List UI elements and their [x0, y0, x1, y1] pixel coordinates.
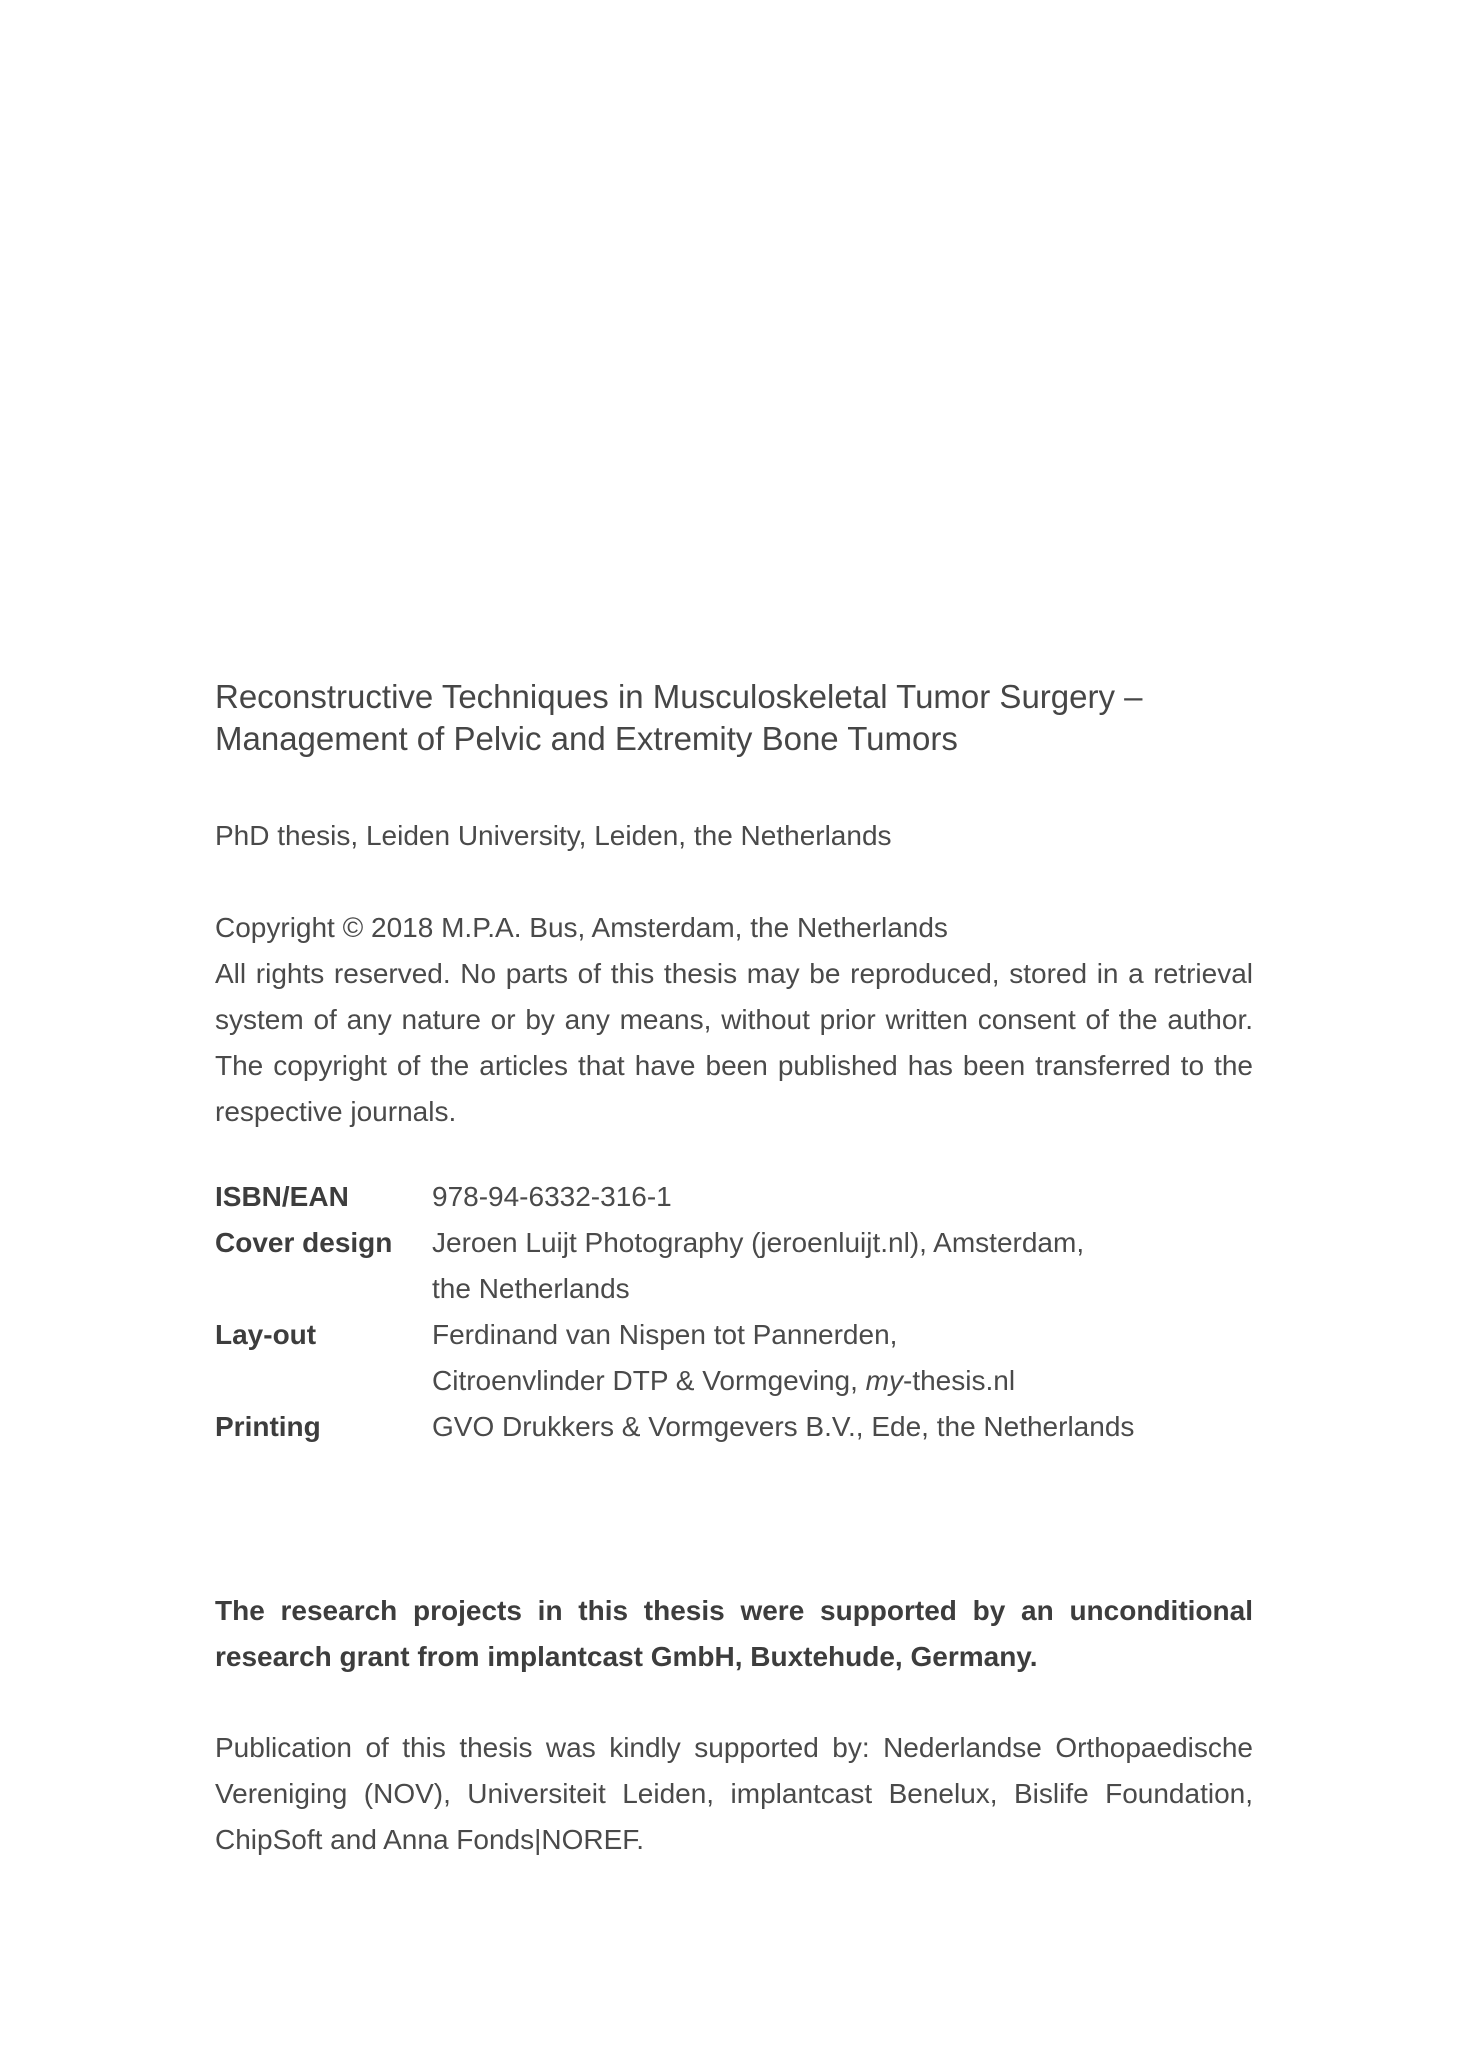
colophon-value: Ferdinand van Nispen tot Pannerden, — [432, 1319, 898, 1350]
colophon-value: Jeroen Luijt Photography (jeroenluijt.nl), Amsterdam, — [432, 1227, 1085, 1258]
thesis-subtitle: PhD thesis, Leiden University, Leiden, the Netherlands — [215, 820, 892, 851]
colophon-value: the Netherlands — [432, 1273, 630, 1304]
colophon-label: Printing — [215, 1411, 321, 1442]
colophon-value: 978-94-6332-316-1 — [432, 1181, 672, 1212]
colophon-row-layout — [215, 1312, 1253, 1358]
page-content — [215, 676, 1253, 1863]
colophon-value-text: -thesis.nl — [903, 1365, 1016, 1396]
colophon-value-text: Citroenvlinder DTP & Vormgeving, — [432, 1365, 866, 1396]
colophon-value-italic-text: my — [865, 1365, 903, 1396]
colophon-row-printing — [215, 1404, 1253, 1450]
colophon-value — [432, 1358, 1253, 1404]
publication-support-line: Vereniging (NOV), Universiteit Leiden, implantcast Benelux, Bislife Foundation, — [215, 1778, 1253, 1809]
colophon-label: ISBN/EAN — [215, 1181, 349, 1212]
thesis-title-line-1: Reconstructive Techniques in Musculoskeletal Tumor Surgery – — [215, 678, 1143, 715]
colophon-row-cover-design — [215, 1220, 1253, 1266]
thesis-title-line-2: Management of Pelvic and Extremity Bone Tumors — [215, 720, 958, 757]
copyright-rights-line: All rights reserved. No parts of this thesis may be reproduced, stored in a retrieval — [215, 958, 1253, 989]
publication-support-line: Publication of this thesis was kindly supported by: Nederlandse Orthopaedische — [215, 1732, 1253, 1763]
colophon-label: Lay-out — [215, 1319, 317, 1350]
publication-support-note — [215, 1725, 1253, 1863]
colophon-row-cover-design-cont — [215, 1266, 1253, 1312]
copyright-rights-line: respective journals. — [215, 1096, 457, 1127]
research-support-line: research grant from implantcast GmbH, Buxtehude, Germany. — [215, 1641, 1038, 1672]
publication-support-line: ChipSoft and Anna Fonds|NOREF. — [215, 1824, 645, 1855]
colophon-table — [215, 1174, 1253, 1450]
copyright-rights-line: system of any nature or by any means, without prior written consent of the author. — [215, 1004, 1253, 1035]
copyright-holder-line: Copyright © 2018 M.P.A. Bus, Amsterdam, the Netherlands — [215, 912, 948, 943]
colophon-row-layout-cont — [215, 1358, 1253, 1404]
thesis-title — [215, 676, 1253, 760]
colophon-value: GVO Drukkers & Vormgevers B.V., Ede, the Netherlands — [432, 1411, 1135, 1442]
colophon-label — [215, 1358, 432, 1404]
colophon-label — [215, 1266, 432, 1312]
research-support-line: The research projects in this thesis were supported by an unconditional — [215, 1595, 1253, 1626]
copyright-rights-line: The copyright of the articles that have been published has been transferred to the — [215, 1050, 1253, 1081]
colophon-label: Cover design — [215, 1227, 393, 1258]
colophon-row-isbn — [215, 1174, 1253, 1220]
copyright-block — [215, 905, 1253, 1135]
research-support-note — [215, 1588, 1253, 1680]
